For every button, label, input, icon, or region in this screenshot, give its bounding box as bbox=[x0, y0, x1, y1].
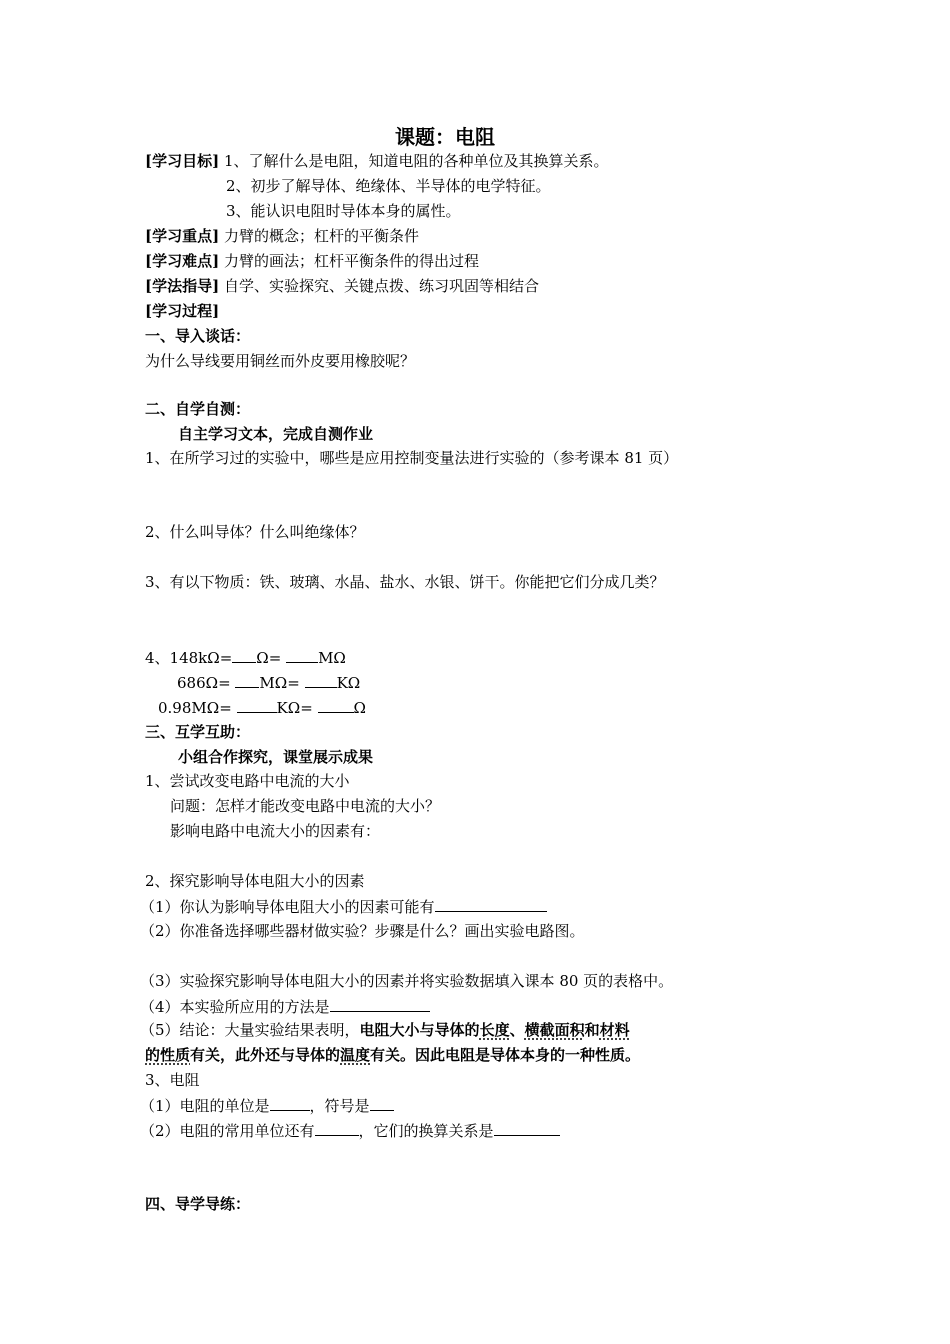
method-line bbox=[145, 276, 539, 296]
conversion-3-mid: KΩ= bbox=[276, 699, 313, 717]
section3-p2-title: 2、探究影响导体电阻大小的因素 bbox=[145, 872, 365, 890]
section3-p2-item4 bbox=[140, 996, 430, 1017]
blank-line[interactable] bbox=[318, 697, 354, 713]
section3-p1-title: 1、尝试改变电路中电流的大小 bbox=[145, 772, 350, 790]
conversion-row-3 bbox=[158, 697, 366, 718]
section1-question: 为什么导线要用铜丝而外皮要用橡胶呢？ bbox=[145, 352, 416, 370]
section3-heading: 三、互学互助： bbox=[145, 723, 251, 741]
conclusion-line-1 bbox=[140, 1020, 630, 1040]
keyword-cross-section: 横截面积 bbox=[524, 1021, 585, 1039]
symbol-question-text: ，符号是 bbox=[309, 1097, 370, 1115]
section3-p2-item1 bbox=[140, 896, 547, 917]
key-point-tag: [学习重点] bbox=[145, 227, 220, 245]
item4-text: （4）本实验所应用的方法是 bbox=[140, 998, 330, 1016]
conclusion-bold: 和 bbox=[584, 1021, 600, 1039]
section2-q1: 1、在所学习过的实验中，哪些是应用控制变量法进行实验的（参考课本 81 页） bbox=[145, 449, 679, 467]
common-units-text: （2）电阻的常用单位还有 bbox=[140, 1122, 315, 1140]
method-tag: [学法指导] bbox=[145, 277, 220, 295]
conversion-3-unit: Ω bbox=[353, 699, 366, 717]
item1-text: （1）你认为影响导体电阻大小的因素可能有 bbox=[140, 898, 435, 916]
objective-item-2: 2、初步了解导体、绝缘体、半导体的电学特征。 bbox=[226, 177, 551, 195]
keyword-length: 长度 bbox=[479, 1021, 510, 1039]
conversion-row-1 bbox=[145, 647, 346, 668]
key-point-line bbox=[145, 226, 419, 246]
process-tag: [学习过程] bbox=[145, 302, 220, 320]
conversion-2-lhs: 686Ω= bbox=[177, 674, 231, 692]
conversion-row-2 bbox=[177, 672, 360, 693]
blank-line[interactable] bbox=[494, 1120, 560, 1136]
conclusion-lead: （5）结论：大量实验结果表明， bbox=[140, 1021, 360, 1039]
objectives-line-1 bbox=[145, 151, 609, 171]
section3-sub: 小组合作探究，课堂展示成果 bbox=[178, 748, 374, 766]
blank-line[interactable] bbox=[435, 896, 547, 912]
section3-p3-item2 bbox=[140, 1120, 560, 1141]
conclusion-line-2 bbox=[145, 1045, 640, 1065]
section2-sub: 自主学习文本，完成自测作业 bbox=[178, 425, 374, 443]
conversion-1-unit: MΩ bbox=[318, 649, 346, 667]
keyword-property: 的性质 bbox=[145, 1046, 191, 1064]
section2-q3: 3、有以下物质：铁、玻璃、水晶、盐水、水银、饼干。你能把它们分成几类？ bbox=[145, 573, 665, 591]
objective-item-3: 3、能认识电阻时导体本身的属性。 bbox=[226, 202, 461, 220]
blank-line[interactable] bbox=[232, 647, 256, 663]
section3-p2-item3: （3）实验探究影响导体电阻大小的因素并将实验数据填入课本 80 页的表格中。 bbox=[140, 972, 674, 990]
blank-line[interactable] bbox=[270, 1095, 310, 1111]
section2-q2: 2、什么叫导体？什么叫绝缘体？ bbox=[145, 523, 365, 541]
blank-line[interactable] bbox=[286, 647, 318, 663]
difficulty-line bbox=[145, 251, 479, 271]
section3-p1-question: 问题：怎样才能改变电路中电流的大小？ bbox=[170, 797, 441, 815]
blank-line[interactable] bbox=[237, 697, 277, 713]
unit-question-text: （1）电阻的单位是 bbox=[140, 1097, 270, 1115]
section3-p3-item1 bbox=[140, 1095, 394, 1116]
section3-p1-factors: 影响电路中电流大小的因素有： bbox=[170, 822, 381, 840]
blank-line[interactable] bbox=[305, 672, 337, 688]
section4-heading: 四、导学导练： bbox=[145, 1195, 251, 1213]
conversion-1-mid: Ω= bbox=[256, 649, 282, 667]
section3-p3-title: 3、电阻 bbox=[145, 1071, 200, 1089]
keyword-material: 材料 bbox=[599, 1021, 630, 1039]
keyword-temperature: 温度 bbox=[340, 1046, 371, 1064]
blank-line[interactable] bbox=[235, 672, 259, 688]
objectives-tag: [学习目标] bbox=[145, 152, 220, 170]
blank-line[interactable] bbox=[370, 1095, 394, 1111]
conclusion-bold: 有关，此外还与导体的 bbox=[190, 1046, 341, 1064]
blank-line[interactable] bbox=[315, 1120, 359, 1136]
section3-p2-item2: （2）你准备选择哪些器材做实验？步骤是什么？画出实验电路图。 bbox=[140, 922, 585, 940]
conversion-2-unit: KΩ bbox=[336, 674, 361, 692]
conversion-3-lhs: 0.98MΩ= bbox=[158, 699, 232, 717]
conclusion-bold: 电阻大小与导体的 bbox=[359, 1021, 480, 1039]
conversion-relation-text: ，它们的换算关系是 bbox=[358, 1122, 494, 1140]
section2-heading: 二、自学自测： bbox=[145, 400, 251, 418]
difficulty-text: 力臂的画法；杠杆平衡条件的得出过程 bbox=[223, 252, 479, 270]
difficulty-tag: [学习难点] bbox=[145, 252, 220, 270]
section1-heading: 一、导入谈话： bbox=[145, 327, 251, 345]
method-text: 自学、实验探究、关键点拨、练习巩固等相结合 bbox=[223, 277, 539, 295]
blank-line[interactable] bbox=[330, 996, 430, 1012]
conversion-2-mid: MΩ= bbox=[259, 674, 300, 692]
conversion-1-lhs: 4、148kΩ= bbox=[145, 649, 233, 667]
conclusion-bold: 有关。因此电阻是导体本身的一种性质。 bbox=[370, 1046, 641, 1064]
key-point-text: 力臂的概念；杠杆的平衡条件 bbox=[223, 227, 419, 245]
page-title: 课题：电阻 bbox=[395, 125, 495, 149]
conclusion-bold: 、 bbox=[509, 1021, 525, 1039]
objective-item-1: 1、了解什么是电阻，知道电阻的各种单位及其换算关系。 bbox=[223, 152, 609, 170]
